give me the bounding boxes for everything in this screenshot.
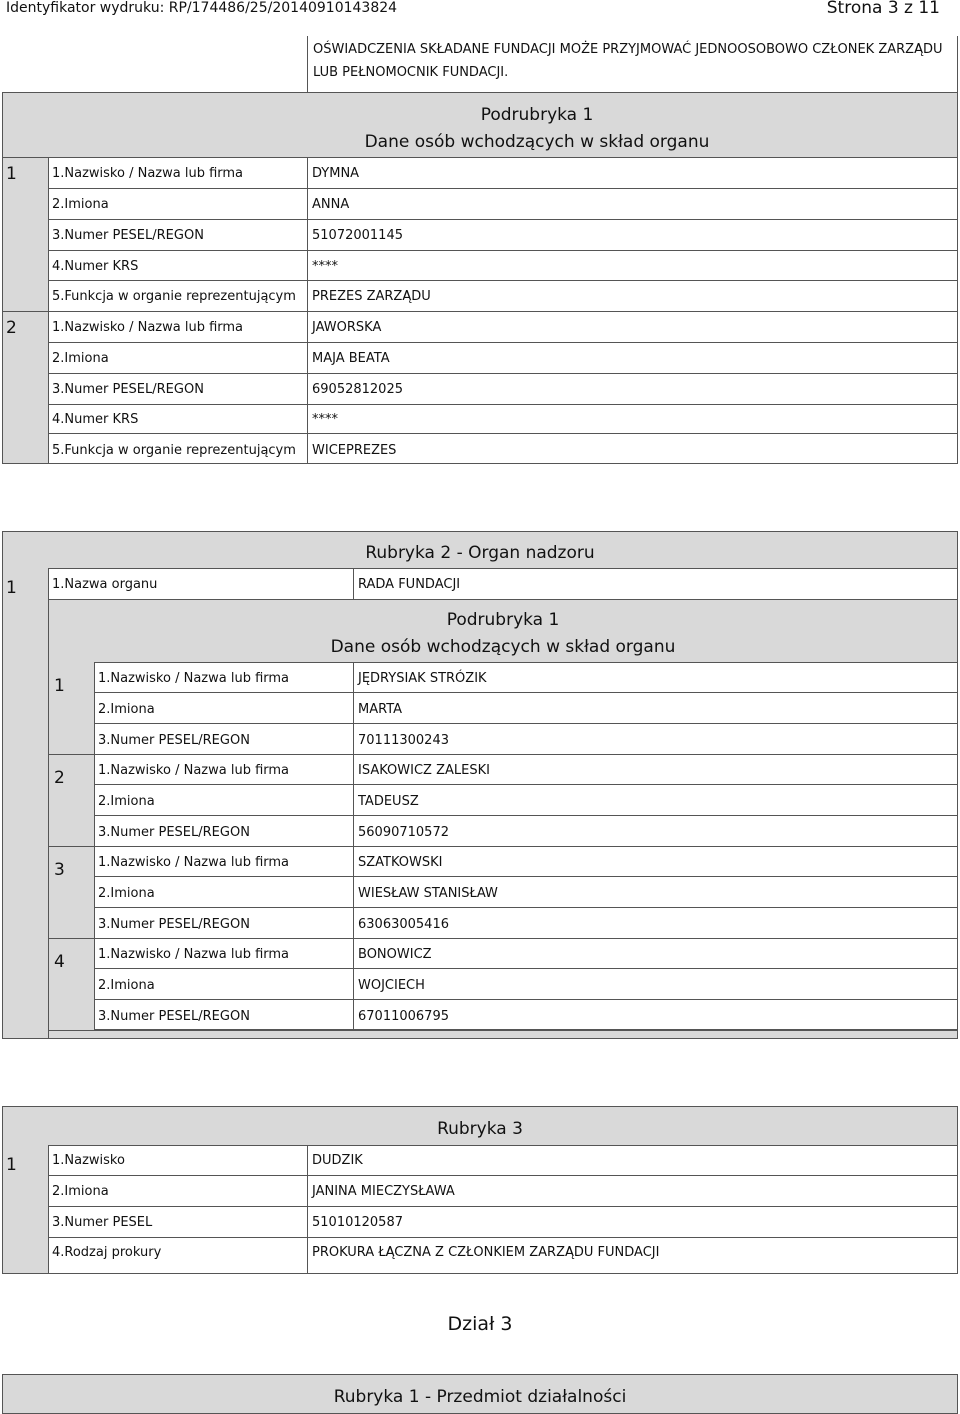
inner-border [48, 600, 49, 1039]
column-divider [307, 1145, 308, 1274]
field-value: BONOWICZ [358, 947, 432, 962]
rubryka2-title: Rubryka 2 - Organ nadzoru [365, 543, 595, 563]
field-value: 56090710572 [358, 825, 449, 840]
row-divider [94, 815, 958, 816]
field-value: PROKURA ŁĄCZNA Z CZŁONKIEM ZARZĄDU FUNDACJI [312, 1245, 660, 1260]
field-label: 4.Numer KRS [52, 259, 139, 274]
page-number: Strona 3 z 11 [826, 0, 940, 18]
proxy-number: 1 [6, 1155, 17, 1175]
field-value: SZATKOWSKI [358, 855, 443, 870]
field-label: 2.Imiona [52, 197, 109, 212]
field-value: MARTA [358, 702, 403, 717]
row-divider [94, 784, 958, 785]
rubryka3-title: Rubryka 3 [437, 1119, 523, 1139]
row-divider [94, 723, 958, 724]
field-label: 1.Nazwisko / Nazwa lub firma [98, 671, 290, 686]
field-value: MAJA BEATA [312, 351, 390, 366]
field-label: 1.Nazwisko / Nazwa lub firma [52, 320, 244, 335]
row-divider [94, 907, 958, 908]
row-divider [94, 876, 958, 877]
field-label: 2.Imiona [98, 886, 155, 901]
organ-number: 1 [6, 578, 17, 598]
field-value: WOJCIECH [358, 978, 425, 993]
field-label: 1.Nazwisko / Nazwa lub firma [98, 855, 290, 870]
person-number: 2 [6, 318, 17, 338]
field-label: 2.Imiona [98, 702, 155, 717]
row-divider [48, 1206, 958, 1207]
field-label: 3.Numer PESEL [52, 1215, 153, 1230]
field-label: 3.Numer PESEL/REGON [98, 1009, 250, 1024]
field-value: WICEPREZES [312, 443, 397, 458]
dzial-title: Dział 3 [447, 1313, 513, 1335]
sub1-title-2: Dane osób wchodzących w skład organu [364, 132, 710, 152]
field-label: 2.Imiona [98, 978, 155, 993]
row-divider [48, 219, 958, 220]
notice-line-2: LUB PEŁNOMOCNIK FUNDACJI. [313, 65, 509, 80]
field-value: **** [312, 412, 338, 427]
person-number: 2 [54, 768, 65, 788]
field-value: PREZES ZARZĄDU [312, 289, 431, 304]
row-divider [48, 188, 958, 189]
field-label: 3.Numer PESEL/REGON [52, 382, 204, 397]
field-value: WIESŁAW STANISŁAW [358, 886, 498, 901]
person-number: 1 [6, 164, 17, 184]
field-value: 70111300243 [358, 733, 449, 748]
row-divider [94, 999, 958, 1000]
row-divider [48, 1175, 958, 1176]
print-id: Identyfikator wydruku: RP/174486/25/20140910143824 [6, 0, 398, 16]
column-divider [307, 157, 308, 464]
organ-value: RADA FUNDACJI [358, 577, 461, 592]
field-label: 2.Imiona [52, 351, 109, 366]
field-value: 51072001145 [312, 228, 403, 243]
rubryka2-sub-title-2: Dane osób wchodzących w skład organu [330, 637, 676, 657]
row-divider [94, 968, 958, 969]
field-label: 1.Nazwisko [52, 1153, 125, 1168]
field-value: DYMNA [312, 166, 360, 181]
person-number: 1 [54, 676, 65, 696]
field-value: ISAKOWICZ ZALESKI [358, 763, 490, 778]
rubryka2-sub-title-1: Podrubryka 1 [446, 610, 560, 630]
person-divider [2, 311, 958, 312]
person-divider [48, 846, 958, 847]
field-label: 3.Numer PESEL/REGON [52, 228, 204, 243]
row-divider [48, 1237, 958, 1238]
notice-box [307, 36, 958, 92]
row-divider [48, 280, 958, 281]
field-label: 1.Nazwisko / Nazwa lub firma [52, 166, 244, 181]
field-label: 1.Nazwisko / Nazwa lub firma [98, 947, 290, 962]
field-value: 67011006795 [358, 1009, 449, 1024]
notice-line-1: OŚWIADCZENIA SKŁADANE FUNDACJI MOŻE PRZYJMOWAĆ JEDNOOSOBOWO CZŁONEK ZARZĄDU [313, 42, 943, 57]
field-label: 4.Rodzaj prokury [52, 1245, 162, 1260]
row-divider [48, 433, 958, 434]
row-divider [48, 342, 958, 343]
field-value: DUDZIK [312, 1153, 363, 1168]
field-label: 3.Numer PESEL/REGON [98, 733, 250, 748]
field-value: **** [312, 259, 338, 274]
person-number: 4 [54, 952, 65, 972]
field-label: 2.Imiona [52, 1184, 109, 1199]
rubryka1-title: Rubryka 1 - Przedmiot działalności [333, 1387, 627, 1407]
field-value: 63063005416 [358, 917, 449, 932]
field-value: JĘDRYSIAK STRÓZIK [358, 671, 487, 686]
sub1-title-1: Podrubryka 1 [480, 105, 594, 125]
field-label: 3.Numer PESEL/REGON [98, 917, 250, 932]
row-divider [48, 373, 958, 374]
field-value: 51010120587 [312, 1215, 403, 1230]
field-value: JANINA MIECZYSŁAWA [312, 1184, 455, 1199]
organ-label: 1.Nazwa organu [52, 577, 158, 592]
column-divider [353, 568, 354, 600]
person-number: 3 [54, 860, 65, 880]
field-value: JAWORSKA [312, 320, 382, 335]
field-label: 4.Numer KRS [52, 412, 139, 427]
organ-row [48, 568, 958, 600]
field-value: 69052812025 [312, 382, 403, 397]
row-divider [48, 250, 958, 251]
field-value: ANNA [312, 197, 350, 212]
field-label: 5.Funkcja w organie reprezentującym [52, 443, 296, 458]
field-value: TADEUSZ [358, 794, 419, 809]
person-divider [48, 938, 958, 939]
field-label: 3.Numer PESEL/REGON [98, 825, 250, 840]
row-divider [48, 404, 958, 405]
person-divider [48, 754, 958, 755]
row-divider [94, 692, 958, 693]
field-label: 5.Funkcja w organie reprezentującym [52, 289, 296, 304]
field-label: 2.Imiona [98, 794, 155, 809]
field-label: 1.Nazwisko / Nazwa lub firma [98, 763, 290, 778]
table-bottom [48, 1030, 958, 1031]
